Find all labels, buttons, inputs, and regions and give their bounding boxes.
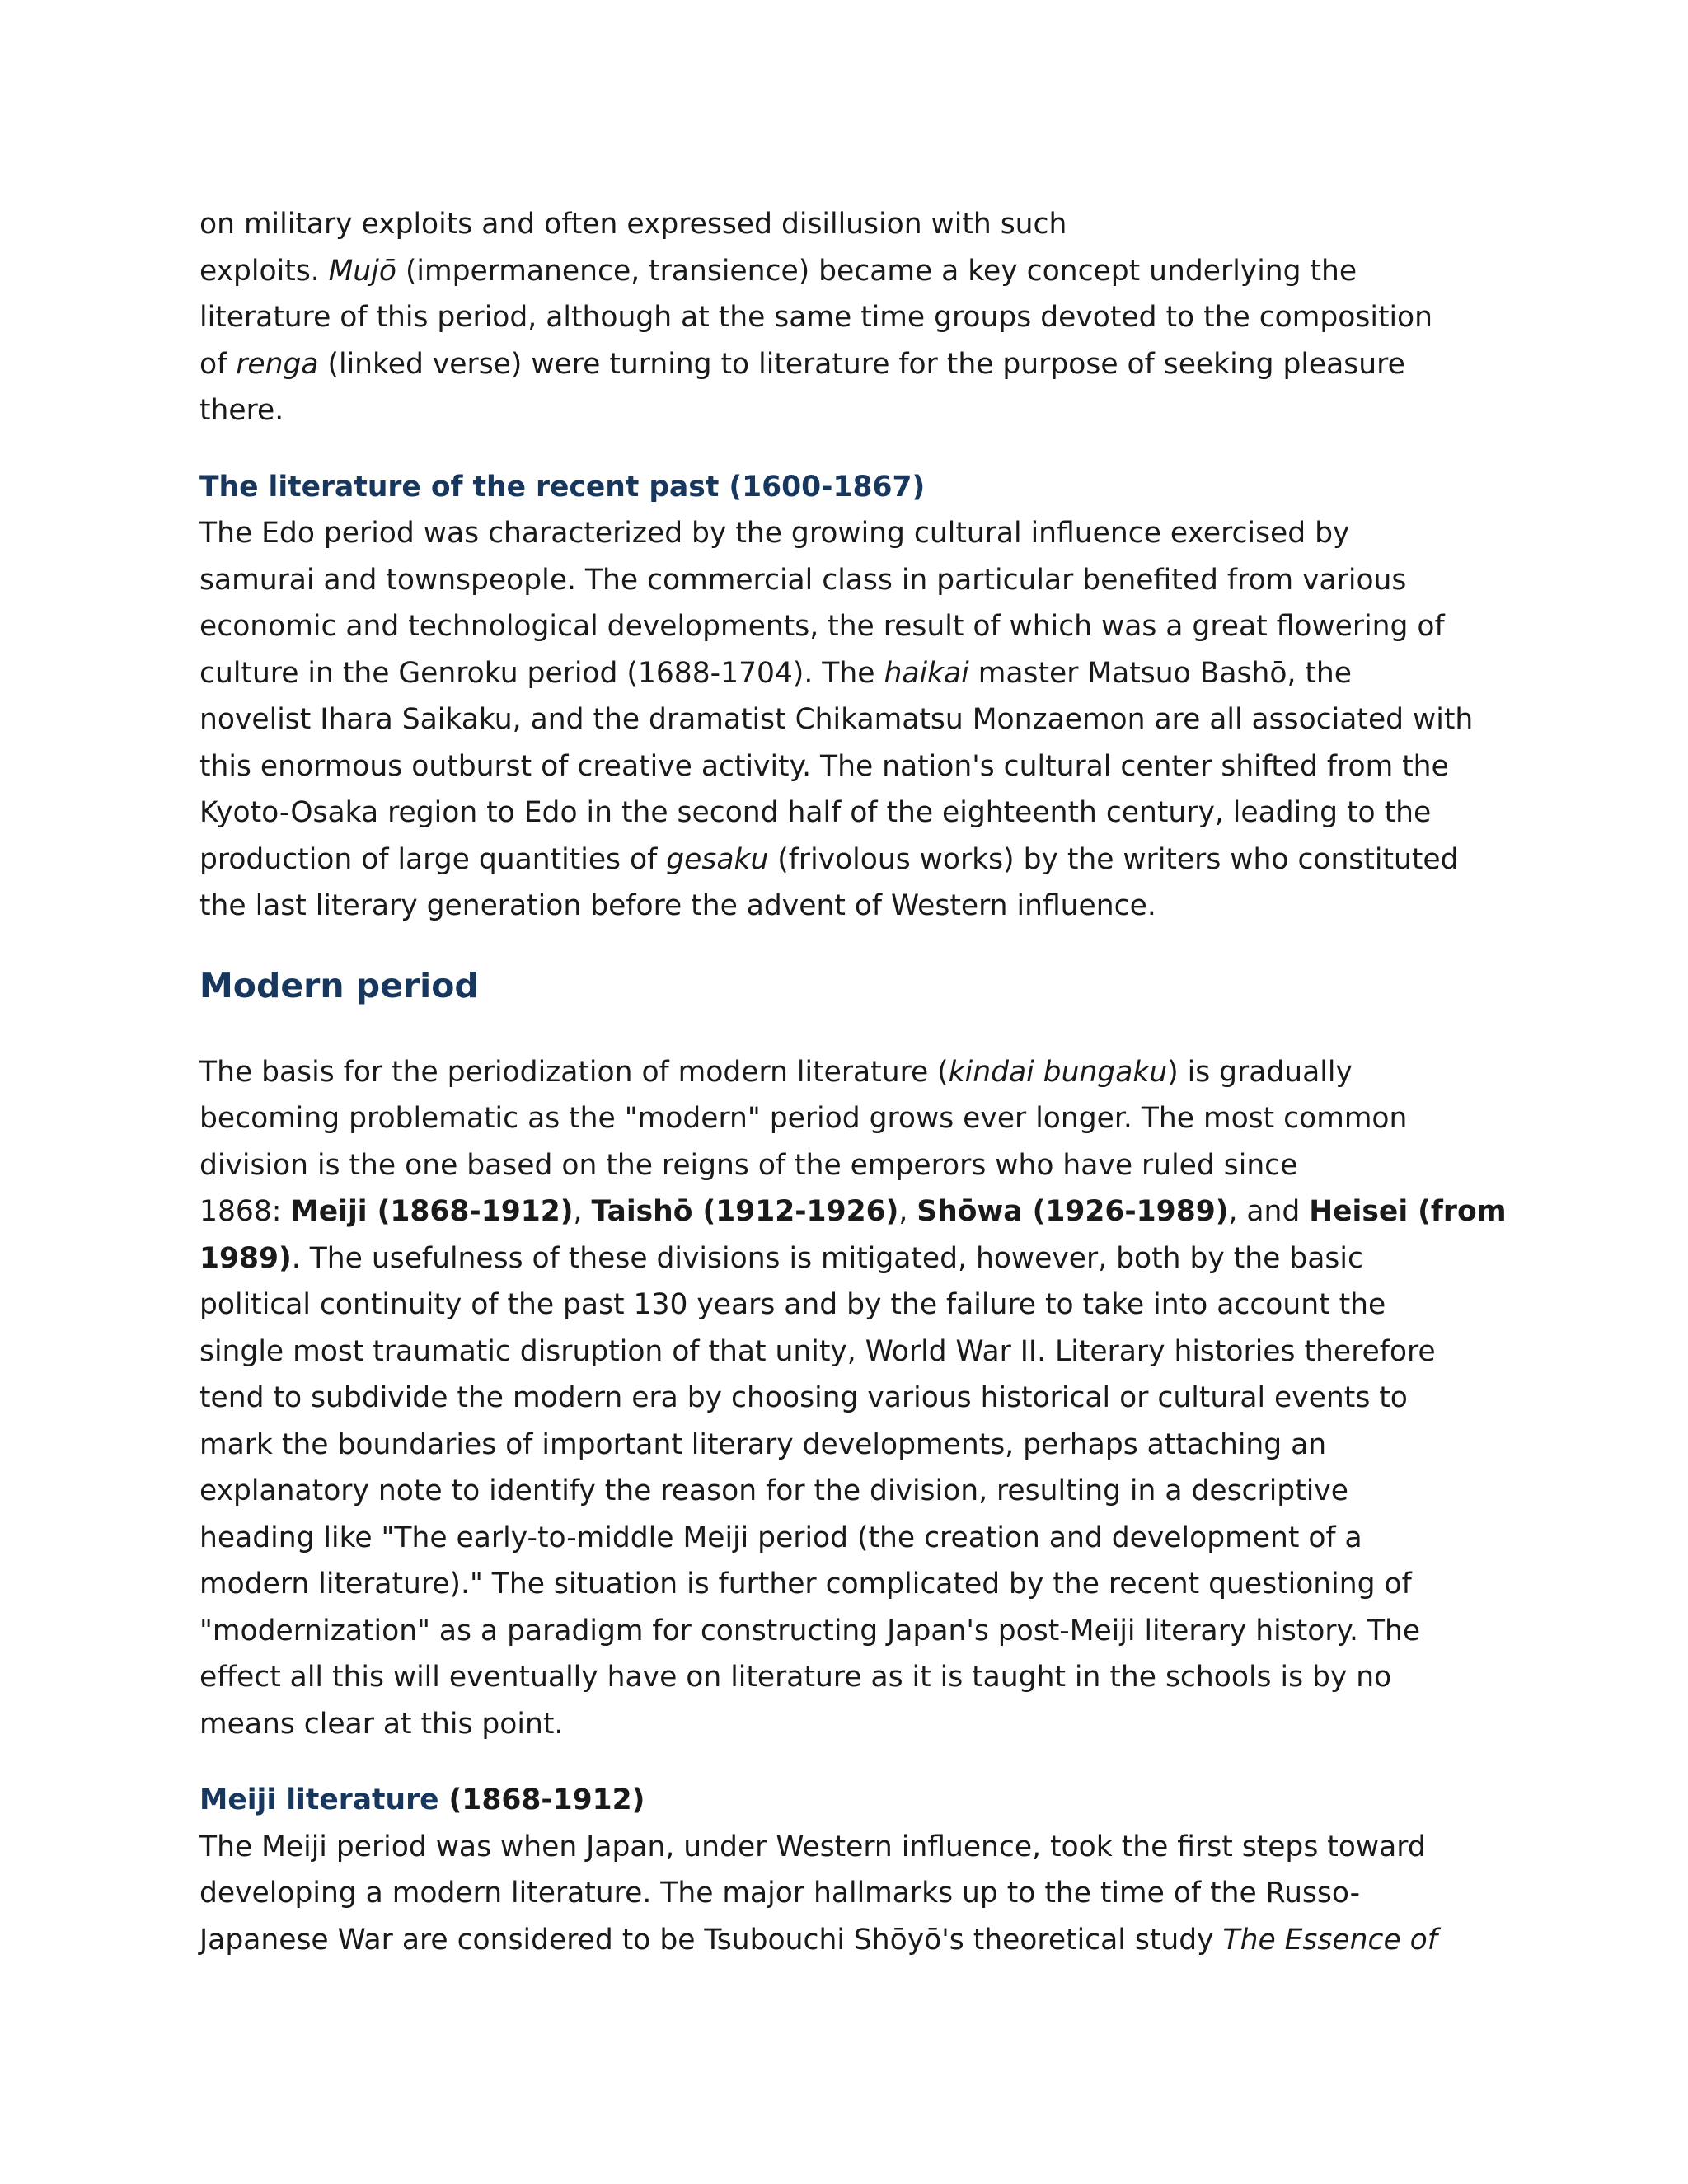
text-line: samurai and townspeople. The commercial class in particular benefited from various: [199, 563, 1407, 597]
italic-term: kindai bungaku: [948, 1055, 1168, 1089]
text-line: single most traumatic disruption of that unity, World War II. Literary histories therefore: [199, 1334, 1436, 1368]
section-heading-meiji: Meiji literature (1868-1912): [199, 1783, 645, 1816]
text-line: effect all this will eventually have on literature as it is taught in the schools is by no: [199, 1661, 1392, 1694]
text-line: The basis for the periodization of modern literature (kindai bungaku) is gradually: [199, 1055, 1353, 1089]
text-line: mark the boundaries of important literary developments, perhaps attaching an: [199, 1427, 1327, 1461]
text-line: The Meiji period was when Japan, under Western influence, took the first steps toward: [199, 1830, 1426, 1863]
text-line: explanatory note to identify the reason for the division, resulting in a descriptive: [199, 1474, 1348, 1507]
text-line: this enormous outburst of creative activity. The nation's cultural center shifted from the: [199, 749, 1449, 783]
text-line: division is the one based on the reigns of the emperors who have ruled since: [199, 1148, 1298, 1182]
era-name: Taishō (1912-1926): [591, 1195, 899, 1228]
text-line: "modernization" as a paradigm for constructing Japan's post-Meiji literary history. The: [199, 1614, 1421, 1647]
text-line: there.: [199, 394, 284, 427]
text-line: Kyoto-Osaka region to Edo in the second half of the eighteenth century, leading to the: [199, 796, 1432, 829]
text-line: 1868: Meiji (1868-1912), Taishō (1912-1926), Shōwa (1926-1989), and Heisei (from: [199, 1195, 1507, 1228]
section-heading-edo: The literature of the recent past (1600-1867): [199, 470, 926, 504]
meiji-paragraph: [199, 1824, 1489, 1964]
text-line: becoming problematic as the "modern" period grows ever longer. The most common: [199, 1102, 1408, 1135]
italic-term: renga: [236, 347, 319, 381]
text-line: means clear at this point.: [199, 1707, 564, 1741]
text-line: The Edo period was characterized by the growing cultural influence exercised by: [199, 517, 1350, 550]
era-name: 1989): [199, 1241, 292, 1275]
text-line: the last literary generation before the advent of Western influence.: [199, 889, 1156, 922]
text-line: developing a modern literature. The major hallmarks up to the time of the Russo-: [199, 1877, 1361, 1910]
italic-term: gesaku: [666, 842, 769, 876]
text-line: 1989). The usefulness of these divisions is mitigated, however, both by the basic: [199, 1241, 1363, 1275]
era-name: Meiji (1868-1912): [290, 1195, 574, 1228]
italic-term: Mujō: [328, 254, 396, 288]
era-name: Shōwa (1926-1989): [917, 1195, 1229, 1228]
modern-paragraph: [199, 1049, 1507, 1748]
text-line: on military exploits and often expressed disillusion with such: [199, 208, 1067, 241]
text-line: literature of this period, although at the same time groups devoted to the composition: [199, 301, 1433, 334]
text-line: novelist Ihara Saikaku, and the dramatist Chikamatsu Monzaemon are all associated with: [199, 703, 1474, 736]
intro-paragraph: [199, 201, 1489, 434]
text-line: Japanese War are considered to be Tsubouchi Shōyō's theoretical study The Essence of: [199, 1923, 1437, 1957]
section-heading-modern: Modern period: [199, 965, 479, 1005]
text-line: culture in the Genroku period (1688-1704). The haikai master Matsuo Bashō, the: [199, 656, 1353, 690]
italic-term: haikai: [884, 656, 969, 690]
text-line: economic and technological developments, the result of which was a great flowering of: [199, 610, 1445, 643]
text-line: political continuity of the past 130 years and by the failure to take into account the: [199, 1288, 1386, 1321]
document-body: [199, 201, 1507, 1963]
text-line: modern literature)." The situation is further complicated by the recent questioning of: [199, 1568, 1412, 1601]
text-line: production of large quantities of gesaku (frivolous works) by the writers who constituted: [199, 842, 1459, 876]
edo-paragraph: [199, 510, 1489, 930]
era-name: Heisei (from: [1309, 1195, 1507, 1228]
text-line: heading like "The early-to-middle Meiji period (the creation and development of a: [199, 1521, 1362, 1554]
book-title: The Essence of: [1222, 1923, 1437, 1957]
text-line: exploits. Mujō (impermanence, transience) became a key concept underlying the: [199, 254, 1357, 288]
text-line: of renga (linked verse) were turning to literature for the purpose of seeking pleasure: [199, 347, 1405, 381]
text-line: tend to subdivide the modern era by choosing various historical or cultural events to: [199, 1381, 1408, 1414]
